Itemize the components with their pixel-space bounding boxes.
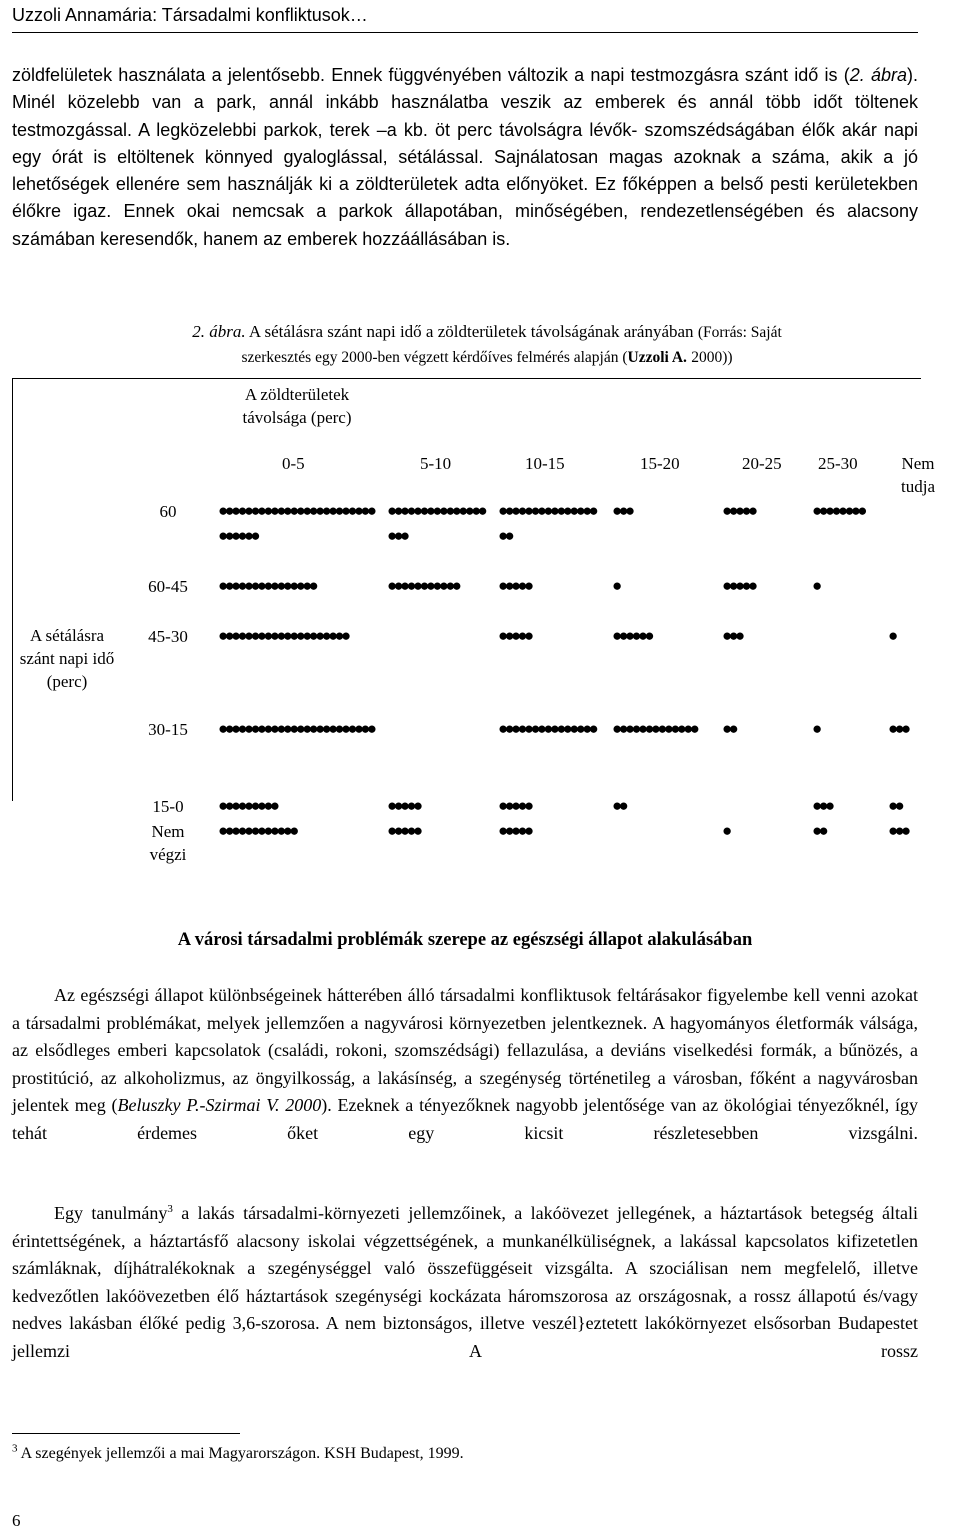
dot-cell-r0-c0: ●●●●●●●●●●●●●●●●●●●●●●●●●●●●●●	[218, 501, 374, 545]
dot-cell-r4-c0: ●●●●●●●●●	[218, 796, 277, 815]
dot-cell-r3-c4: ●●	[722, 719, 735, 738]
header-rule	[12, 32, 918, 33]
dot-cell-r1-c4: ●●●●●	[722, 576, 755, 595]
column-header-2: 10-15	[525, 454, 565, 473]
dot-cell-r5-c5: ●●	[812, 821, 825, 840]
figure-source-prefix: (Forrás: Saját	[697, 324, 782, 341]
row-label-4: 15-0	[152, 797, 184, 816]
dot-cell-r3-c3: ●●●●●●●●●●●●●	[612, 719, 697, 738]
paragraph-social-problems	[12, 982, 918, 1148]
column-header-5: 25-30	[818, 454, 858, 473]
dot-cell-r1-c2: ●●●●●	[498, 576, 531, 595]
p3-run-1: 3	[167, 1203, 173, 1215]
dot-cell-r3-c0: ●●●●●●●●●●●●●●●●●●●●●●●●	[218, 719, 374, 738]
p2-run-0: Az egészségi állapot különbségeinek hátterében álló társadalmi konfliktusok feltárásakor figyelembe kell venni azokat a társadalmi problémákat, melyek jellemzően a nagyvárosi környezetben jelentkeznek. A hagyományos életformák válsága, az elsődleges emberi kapcsolatok (családi, rokoni, szomszédsági) fellazulása, a deviáns viselkedési formák, a bűnözés, a prostitúció, az alkoholizmus, az öngyilkosság, a lakásínség, a szegénység történetileg a városban, főként a nagyvárosban jelentek meg (	[12, 985, 918, 1116]
dot-cell-r2-c4: ●●●	[722, 626, 742, 645]
footnote	[12, 1442, 464, 1466]
dot-cell-r1-c3: ●	[612, 576, 619, 595]
dot-cell-r0-c1: ●●●●●●●●●●●●●●●●●●	[387, 501, 485, 545]
dot-cell-r4-c2: ●●●●●	[498, 796, 531, 815]
dot-cell-r0-c2: ●●●●●●●●●●●●●●●●●	[498, 501, 596, 545]
p1-run-1: 2. ábra	[849, 65, 907, 85]
column-group-header: A zöldterületek távolsága (perc)	[242, 385, 352, 427]
running-header: Uzzoli Annamária: Társadalmi konfliktusok…	[12, 5, 368, 25]
dot-cell-r0-c4: ●●●●●	[722, 501, 755, 520]
paragraph-poverty-study	[12, 1200, 918, 1366]
p3-run-0: Egy tanulmány	[54, 1203, 168, 1223]
footnote-text: A szegények jellemzői a mai Magyarországon. KSH Budapest, 1999.	[20, 1445, 464, 1462]
footnote-marker: 3	[12, 1442, 18, 1455]
page-number: 6	[12, 1511, 21, 1530]
row-label-3: 30-15	[148, 720, 188, 739]
dot-cell-r5-c4: ●	[722, 821, 729, 840]
dot-cell-r4-c5: ●●●	[812, 796, 832, 815]
column-header-4: 20-25	[742, 454, 782, 473]
p2-run-1: Beluszky P.-Szirmai V. 2000	[117, 1095, 322, 1116]
dot-cell-r2-c0: ●●●●●●●●●●●●●●●●●●●●	[218, 626, 348, 645]
row-label-2: 45-30	[148, 627, 188, 646]
p1-run-2: ). Minél közelebb van a park, annál inkább használatba veszik az emberek és annál több időt töltenek testmozgással. A legközelebbi parkok, terek –a kb. öt perc távolságra lévők- szomszédságában élők akár napi egy órát is eltöltenek könnyed gyaloglással, sétálással. Sajnálatosan magas azoknak a száma, akik a jó lehetőségek ellenére sem használják ki a zöldterületek adta előnyöket. Ez főképpen a belső pesti kerületekben élőkre igaz. Ennek okai nemcsak a parkok állapotában, minőségében, rendezetlenségében és alacsony számában keresendők, hanem az emberek hozzáállásában is.	[12, 65, 918, 249]
figure-title: A sétálásra szánt napi idő a zöldterületek távolságának arányában	[248, 322, 694, 341]
column-header-0: 0-5	[282, 454, 305, 473]
dot-cell-r0-c5: ●●●●●●●●	[812, 501, 864, 520]
dot-cell-r4-c6: ●●	[888, 796, 901, 815]
dot-cell-r1-c0: ●●●●●●●●●●●●●●●	[218, 576, 316, 595]
p3-run-2: a lakás társadalmi-környezeti jellemzőinek, a lakóövezet jellegének, a háztartások betegség általi érintettségének, a háztartásfő alacsony iskolai végzettségének, a munkanélküliségnek, a lakással kapcsolatos kifizetetlen számláknak, díjhátralékoknak a szegénységgel való összefüggéseit vizsgálta. A szociálisan nem megfelelő, illetve kedvezőtlen lakóövezetben élő háztartások szegénységi kockázata háromszorosa az országosnak, a rossz állapotú és/vagy nedves lakásban élőké pedig 3,6-szorosa. A nem biztonságos, illetve veszél}eztetett lakókörnyezet elsősorban Budapestet jellemzi A rossz	[12, 1203, 918, 1361]
p2-run-2: ). Ezeknek a tényezőknek nagyobb jelentősége van az ökológiai tényezőknél, így tehát érdemes őket egy kicsit részletesebben vizsgálni.	[12, 1095, 918, 1143]
figure-label: 2. ábra.	[192, 322, 246, 341]
dot-cell-r2-c2: ●●●●●	[498, 626, 531, 645]
dot-cell-r5-c6: ●●●	[888, 821, 908, 840]
section-title: A városi társadalmi problémák szerepe az egészségi állapot alakulásában	[177, 930, 753, 950]
column-header-3: 15-20	[640, 454, 680, 473]
column-header-1: 5-10	[420, 454, 452, 473]
paragraph-park-usage	[12, 62, 918, 253]
dot-cell-r3-c2: ●●●●●●●●●●●●●●●	[498, 719, 596, 738]
column-header-6: Nem tudja	[901, 454, 935, 496]
dot-cell-r5-c1: ●●●●●	[387, 821, 420, 840]
row-label-1: 60-45	[148, 577, 188, 596]
figure-source-year: 2000))	[691, 349, 733, 366]
row-label-0: 60	[159, 502, 177, 521]
dot-cell-r3-c5: ●	[812, 719, 819, 738]
dot-cell-r1-c1: ●●●●●●●●●●●	[387, 576, 459, 595]
figure-caption	[52, 320, 922, 370]
dot-cell-r5-c0: ●●●●●●●●●●●●	[218, 821, 296, 840]
footnote-rule	[12, 1433, 240, 1434]
dot-cell-r0-c3: ●●●	[612, 501, 632, 520]
dot-cell-r4-c1: ●●●●●	[387, 796, 420, 815]
dot-cell-r2-c6: ●	[888, 626, 895, 645]
dot-cell-r2-c3: ●●●●●●	[612, 626, 651, 645]
figure-source-line: szerkesztés egy 2000-ben végzett kérdőíves felmérés alapján (	[241, 349, 628, 366]
dot-cell-r1-c5: ●	[812, 576, 819, 595]
dot-cell-r4-c3: ●●	[612, 796, 625, 815]
p1-run-0: zöldfelületek használata a jelentősebb. Ennek függvényében változik a napi testmozgásra szánt idő is (	[12, 65, 850, 85]
figure-source-author: Uzzoli A.	[627, 349, 687, 366]
row-label-5: Nem végzi	[149, 822, 187, 864]
dot-cell-r3-c6: ●●●	[888, 719, 908, 738]
row-group-header: A sétálásra szánt napi idő (perc)	[19, 626, 115, 691]
dot-cell-r5-c2: ●●●●●	[498, 821, 531, 840]
